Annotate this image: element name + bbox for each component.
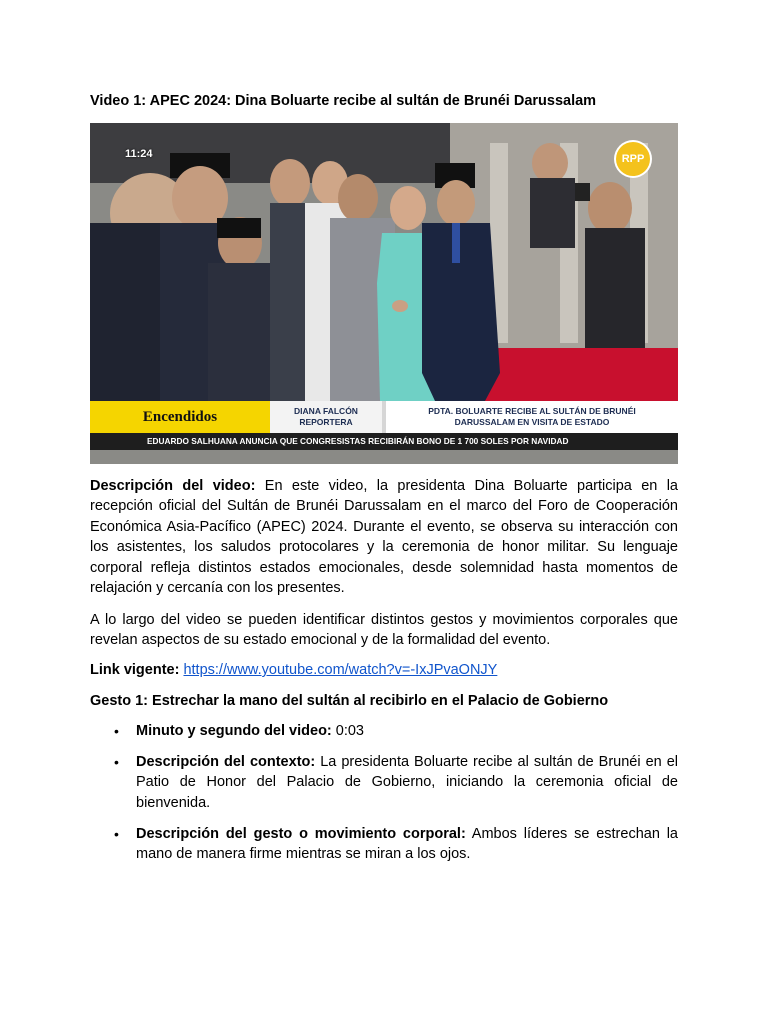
link-label: Link vigente: [90, 662, 180, 678]
item-text: 0:03 [331, 723, 364, 739]
news-ticker: EDUARDO SALHUANA ANUNCIA QUE CONGRESISTAS RECIBIRÁN BONO DE 1 700 SOLES POR NAVIDAD [90, 433, 678, 450]
description-text: En este video, la presidenta Dina Boluarte participa en la recepción oficial del Sultán de Brunéi Darussalam en el marco del Foro de Cooperación Económica Asia-Pacífico (APEC) 2024. Durante el evento, se observa su interacción con los asistentes, los saludos protocolares y la ceremonia de honor militar. Su lenguaje corporal refleja distintos estados emocionales, desde solemnidad hasta momentos de relajación y cercanía con los presentes. [90, 478, 679, 597]
item-label: Descripción del contexto: [136, 754, 316, 770]
list-item [114, 721, 678, 741]
headline [386, 401, 678, 433]
rpp-logo: RPP [616, 142, 650, 176]
video-timestamp: 11:24 [125, 148, 153, 160]
link-line [90, 660, 678, 680]
video-description [90, 476, 678, 598]
video-title: Video 1: APEC 2024: Dina Boluarte recibe al sultán de Brunéi Darussalam [90, 93, 597, 109]
youtube-link[interactable]: https://www.youtube.com/watch?v=-IxJPvaONJY [183, 662, 498, 678]
reporter-role: REPORTERA [299, 417, 353, 427]
lower-third-band [90, 401, 678, 433]
bullet-icon: • [114, 723, 119, 739]
reporter-name: DIANA FALCÓN [294, 406, 358, 416]
show-name: Encendidos [90, 401, 270, 433]
item-text: La presidenta Boluarte recibe al sultán de Brunéi en el Patio de Honor del Palacio de Gobierno, iniciando la ceremonia oficial de bienvenida. [136, 754, 678, 811]
list-item [114, 824, 678, 865]
bullet-icon: • [114, 826, 119, 842]
bullet-icon: • [114, 754, 119, 770]
headline-line-2: DARUSSALAM EN VISITA DE ESTADO [454, 417, 610, 427]
headline-line-1: PDTA. BOLUARTE RECIBE AL SULTÁN DE BRUNÉI [428, 406, 636, 416]
paragraph-2: A lo largo del video se pueden identificar distintos gestos y movimientos corporales que revelan aspectos de su estado emocional y de la formalidad del evento. [90, 612, 678, 649]
video-thumbnail[interactable] [90, 123, 678, 464]
description-label: Descripción del video: [90, 478, 256, 494]
item-label: Descripción del gesto o movimiento corporal: [136, 826, 466, 842]
item-label: Minuto y segundo del video: [136, 723, 332, 739]
gesture-heading: Gesto 1: Estrechar la mano del sultán al recibirlo en el Palacio de Gobierno [90, 693, 609, 709]
list-item [114, 752, 678, 813]
reporter-label [270, 401, 382, 433]
item-text: Ambos líderes se estrechan la mano de manera firme mientras se miran a los ojos. [136, 826, 678, 863]
